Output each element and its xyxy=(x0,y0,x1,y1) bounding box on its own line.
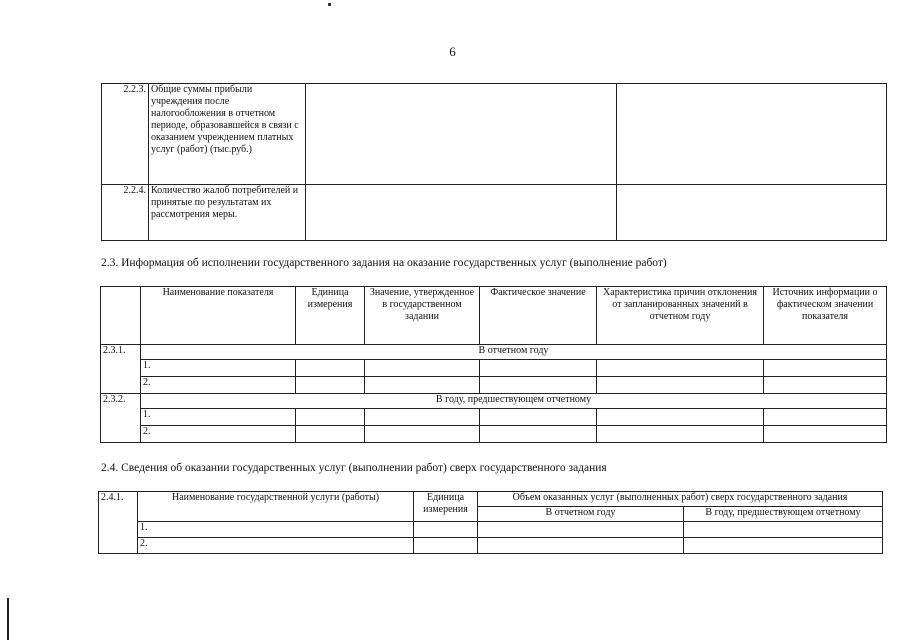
group-row xyxy=(101,394,887,409)
item-number: 2. xyxy=(141,426,296,443)
col-header-service-name: Наименование государственной услуги (работы) xyxy=(138,492,414,522)
row-number: 2.2.3. xyxy=(102,84,149,185)
indicator-text: Общие суммы прибыли учреждения после налогообложения в отчетном периоде, образовавшейся в связи с оказанием учреждением платных услуг (работ) (тыс.руб.) xyxy=(149,84,306,185)
col-header-unit: Единица измерения xyxy=(414,492,478,522)
item-number: 1. xyxy=(141,360,296,377)
col-header-source: Источник информации о фактическом значении показателя xyxy=(764,287,887,345)
header-row xyxy=(99,492,883,507)
top-table xyxy=(101,83,887,241)
table-row xyxy=(102,185,887,241)
col-header-deviation: Характеристика причин отклонения от запланированных значений в отчетном году xyxy=(597,287,764,345)
table-row xyxy=(101,409,887,426)
col-header-volume: Объем оказанных услуг (выполненных работ) сверх государственного задания xyxy=(478,492,883,507)
item-number: 1. xyxy=(141,409,296,426)
scan-margin-mark xyxy=(7,598,9,640)
value-cell xyxy=(306,185,617,241)
table-row xyxy=(101,360,887,377)
scan-speck xyxy=(328,3,331,6)
group-label: В году, предшествующем отчетному xyxy=(141,394,887,409)
table-row xyxy=(101,426,887,443)
header-row xyxy=(101,287,887,345)
col-header-actual: Фактическое значение xyxy=(480,287,597,345)
section-number: 2.4.1. xyxy=(99,492,138,554)
row-number: 2.2.4. xyxy=(102,185,149,241)
item-number: 2. xyxy=(138,538,414,554)
execution-table xyxy=(100,286,887,443)
item-number: 1. xyxy=(138,522,414,538)
table-row xyxy=(99,522,883,538)
col-header-approved: Значение, утвержденное в государственном задании xyxy=(365,287,480,345)
indicator-text: Количество жалоб потребителей и принятые по результатам их рассмотрения меры. xyxy=(149,185,306,241)
value-cell xyxy=(306,84,617,185)
subheader-current-year: В отчетном году xyxy=(478,507,684,522)
value-cell xyxy=(617,84,887,185)
subheader-previous-year: В году, предшествующем отчетному xyxy=(684,507,883,522)
table-row xyxy=(102,84,887,185)
table-row xyxy=(101,377,887,394)
number-header-cell xyxy=(101,287,141,345)
col-header-indicator: Наименование показателя xyxy=(141,287,296,345)
table-row xyxy=(99,538,883,554)
section-heading-2-3: 2.3. Информация об исполнении государственного задания на оказание государственных услуг (выполнение работ) xyxy=(101,257,667,269)
group-number: 2.3.2. xyxy=(101,394,141,443)
value-cell xyxy=(617,185,887,241)
page-number: 6 xyxy=(449,44,456,59)
over-assignment-table xyxy=(98,491,883,554)
item-number: 2. xyxy=(141,377,296,394)
group-label: В отчетном году xyxy=(141,345,887,360)
col-header-unit: Единица измерения xyxy=(296,287,365,345)
group-number: 2.3.1. xyxy=(101,345,141,394)
group-row xyxy=(101,345,887,360)
section-heading-2-4: 2.4. Сведения об оказании государственных услуг (выполнении работ) сверх государственного задания xyxy=(101,462,607,474)
